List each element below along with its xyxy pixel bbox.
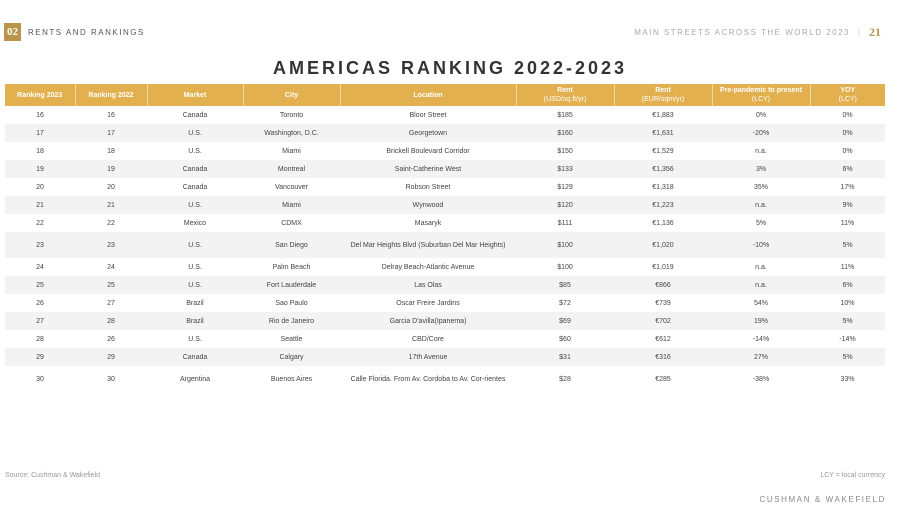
rank-2023-cell: 18 bbox=[36, 147, 44, 155]
rent-usd-cell: $60 bbox=[559, 335, 571, 343]
market-cell: Canada bbox=[147, 348, 243, 366]
pre-pandemic-change-cell: -38% bbox=[752, 375, 770, 383]
header-separator: | bbox=[858, 28, 861, 37]
rent-eur-cell: €1,136 bbox=[652, 219, 674, 227]
column-header bbox=[243, 84, 340, 106]
column-header-unit: (LCY) bbox=[751, 96, 771, 103]
section-number-badge: 02 bbox=[4, 23, 21, 41]
rank-2023-cell: 28 bbox=[36, 335, 44, 343]
source-note: Source: Cushman & Wakefield bbox=[5, 472, 101, 479]
market-cell: U.S. bbox=[147, 196, 243, 214]
rank-2023-cell: 22 bbox=[36, 219, 44, 227]
market-cell: Canada bbox=[182, 183, 208, 191]
column-header-label: City bbox=[284, 91, 299, 99]
rank-2023-cell: 24 bbox=[36, 263, 44, 271]
table-row bbox=[5, 294, 885, 312]
pre-pandemic-change-cell: n.a. bbox=[712, 276, 810, 294]
market-cell: U.S. bbox=[147, 232, 243, 258]
column-header-unit: (EUR/sqm/yr) bbox=[641, 96, 685, 103]
rank-2023-cell: 29 bbox=[5, 348, 75, 366]
rank-2022-cell: 20 bbox=[107, 183, 115, 191]
pre-pandemic-change-cell: -20% bbox=[712, 124, 810, 142]
pre-pandemic-change-cell: -10% bbox=[712, 232, 810, 258]
column-header bbox=[340, 84, 516, 106]
pre-pandemic-change-cell: 5% bbox=[755, 219, 767, 227]
rent-eur-cell: €1,631 bbox=[614, 124, 712, 142]
market-cell: Brazil bbox=[186, 299, 204, 307]
rent-usd-cell: $120 bbox=[516, 196, 614, 214]
column-header bbox=[147, 84, 243, 106]
rank-2023-cell: 30 bbox=[36, 375, 44, 383]
column-header-label: Rent bbox=[557, 87, 573, 94]
city-cell: Vancouver bbox=[275, 183, 308, 191]
table-row bbox=[5, 196, 885, 214]
market-cell: U.S. bbox=[147, 124, 243, 142]
pre-pandemic-change-cell: 35% bbox=[753, 183, 768, 191]
rank-2022-cell: 22 bbox=[107, 219, 115, 227]
yoy-change-cell: 0% bbox=[842, 147, 853, 155]
city-cell: Montreal bbox=[243, 160, 340, 178]
rent-usd-cell: $100 bbox=[516, 232, 614, 258]
lcy-note: LCY = local currency bbox=[820, 472, 885, 479]
rent-usd-cell: $100 bbox=[557, 263, 573, 271]
table-row bbox=[5, 258, 885, 276]
market-cell: Mexico bbox=[183, 219, 207, 227]
column-header-label: Market bbox=[183, 91, 207, 99]
pre-pandemic-change-cell: n.a. bbox=[755, 263, 767, 271]
rent-eur-cell: €285 bbox=[655, 375, 671, 383]
yoy-change-cell: 33% bbox=[840, 375, 855, 383]
column-header-label: Ranking 2023 bbox=[17, 91, 63, 99]
market-cell: U.S. bbox=[188, 335, 202, 343]
city-cell: Palm Beach bbox=[272, 263, 311, 271]
rank-2023-cell: 16 bbox=[36, 111, 44, 119]
column-header bbox=[712, 84, 810, 106]
yoy-change-cell: -14% bbox=[839, 335, 856, 343]
pre-pandemic-change-cell: n.a. bbox=[712, 196, 810, 214]
location-cell: Calle Florida. From Av. Cordoba to Av. Cor-rientes bbox=[350, 375, 506, 383]
location-cell: Georgetown bbox=[340, 124, 516, 142]
city-cell: Rio de Janeiro bbox=[243, 312, 340, 330]
city-cell: Miami bbox=[282, 147, 301, 155]
city-cell: Sao Paulo bbox=[275, 299, 308, 307]
city-cell: Calgary bbox=[243, 348, 340, 366]
location-cell: Oscar Freire Jardins bbox=[396, 299, 460, 307]
rank-2022-cell: 29 bbox=[75, 348, 147, 366]
column-header-unit: (LCY) bbox=[838, 96, 857, 103]
yoy-change-cell: 9% bbox=[810, 196, 885, 214]
rank-2022-cell: 18 bbox=[107, 147, 115, 155]
pre-pandemic-change-cell: 3% bbox=[712, 160, 810, 178]
column-header-label: Rent bbox=[655, 87, 671, 94]
report-title: MAIN STREETS ACROSS THE WORLD 2023 bbox=[634, 28, 850, 37]
rent-usd-cell: $72 bbox=[559, 299, 571, 307]
yoy-change-cell: 0% bbox=[842, 111, 853, 119]
market-cell: Canada bbox=[182, 111, 208, 119]
page-number: 21 bbox=[869, 25, 881, 39]
rent-eur-cell: €1,020 bbox=[614, 232, 712, 258]
rent-eur-cell: €1,529 bbox=[652, 147, 674, 155]
rank-2022-cell: 17 bbox=[75, 124, 147, 142]
rank-2022-cell: 26 bbox=[107, 335, 115, 343]
location-cell: Bloor Street bbox=[409, 111, 447, 119]
column-header-label: YOY bbox=[840, 87, 856, 94]
rent-eur-cell: €1,883 bbox=[652, 111, 674, 119]
rank-2022-cell: 16 bbox=[107, 111, 115, 119]
table-row bbox=[5, 178, 885, 196]
city-cell: CDMX bbox=[281, 219, 302, 227]
rent-usd-cell: $133 bbox=[516, 160, 614, 178]
rank-2022-cell: 24 bbox=[107, 263, 115, 271]
city-cell: Seattle bbox=[280, 335, 303, 343]
rent-eur-cell: €1,318 bbox=[652, 183, 674, 191]
pre-pandemic-change-cell: 54% bbox=[753, 299, 768, 307]
location-cell: Masaryk bbox=[414, 219, 442, 227]
rent-usd-cell: $129 bbox=[557, 183, 573, 191]
table-row bbox=[5, 160, 885, 178]
market-cell: Argentina bbox=[180, 375, 210, 383]
location-cell: Robson Street bbox=[405, 183, 451, 191]
rent-usd-cell: $28 bbox=[559, 375, 571, 383]
rent-eur-cell: €316 bbox=[614, 348, 712, 366]
rent-usd-cell: $85 bbox=[516, 276, 614, 294]
market-cell: Canada bbox=[147, 160, 243, 178]
rent-usd-cell: $31 bbox=[516, 348, 614, 366]
location-cell: 17th Avenue bbox=[340, 348, 516, 366]
rent-eur-cell: €702 bbox=[614, 312, 712, 330]
city-cell: Toronto bbox=[279, 111, 304, 119]
table-row bbox=[5, 366, 885, 392]
location-cell: Garcia D'avilla(Ipanema) bbox=[340, 312, 516, 330]
column-header bbox=[516, 84, 614, 106]
rent-eur-cell: €739 bbox=[655, 299, 671, 307]
rank-2022-cell: 19 bbox=[75, 160, 147, 178]
rent-usd-cell: $185 bbox=[557, 111, 573, 119]
column-header bbox=[614, 84, 712, 106]
city-cell: Miami bbox=[243, 196, 340, 214]
rent-eur-cell: €1,019 bbox=[652, 263, 674, 271]
rank-2022-cell: 23 bbox=[75, 232, 147, 258]
location-cell: Delray Beach-Atlantic Avenue bbox=[381, 263, 475, 271]
table-row bbox=[5, 330, 885, 348]
brand-footer: CUSHMAN & WAKEFIELD bbox=[759, 495, 886, 504]
rank-2023-cell: 19 bbox=[5, 160, 75, 178]
rank-2022-cell: 21 bbox=[75, 196, 147, 214]
table-row bbox=[5, 142, 885, 160]
market-cell: U.S. bbox=[188, 147, 202, 155]
rank-2022-cell: 27 bbox=[107, 299, 115, 307]
rent-eur-cell: €612 bbox=[655, 335, 671, 343]
location-cell: Saint-Catherine West bbox=[340, 160, 516, 178]
yoy-change-cell: 17% bbox=[840, 183, 855, 191]
rank-2022-cell: 25 bbox=[75, 276, 147, 294]
market-cell: U.S. bbox=[188, 263, 202, 271]
table-body bbox=[5, 106, 885, 392]
column-header bbox=[810, 84, 885, 106]
rank-2022-cell: 30 bbox=[107, 375, 115, 383]
pre-pandemic-change-cell: 27% bbox=[712, 348, 810, 366]
yoy-change-cell: 0% bbox=[810, 124, 885, 142]
rank-2023-cell: 17 bbox=[5, 124, 75, 142]
table-row bbox=[5, 312, 885, 330]
table-header-row bbox=[5, 84, 885, 106]
rank-2023-cell: 21 bbox=[5, 196, 75, 214]
city-cell: Fort Lauderdale bbox=[243, 276, 340, 294]
location-cell: CBD/Core bbox=[412, 335, 444, 343]
pre-pandemic-change-cell: 19% bbox=[712, 312, 810, 330]
yoy-change-cell: 11% bbox=[840, 263, 855, 271]
rank-2023-cell: 26 bbox=[36, 299, 44, 307]
rent-usd-cell: $69 bbox=[516, 312, 614, 330]
rank-2023-cell: 23 bbox=[5, 232, 75, 258]
page-title: AMERICAS RANKING 2022-2023 bbox=[272, 58, 628, 78]
location-cell: Las Olas bbox=[340, 276, 516, 294]
table-row bbox=[5, 276, 885, 294]
rank-2023-cell: 25 bbox=[5, 276, 75, 294]
rank-2023-cell: 20 bbox=[36, 183, 44, 191]
location-cell: Wynwood bbox=[340, 196, 516, 214]
yoy-change-cell: 5% bbox=[810, 312, 885, 330]
pre-pandemic-change-cell: -14% bbox=[752, 335, 770, 343]
yoy-change-cell: 10% bbox=[840, 299, 855, 307]
market-cell: U.S. bbox=[147, 276, 243, 294]
market-cell: Brazil bbox=[147, 312, 243, 330]
city-cell: Buenos Aires bbox=[270, 375, 313, 383]
location-cell: Del Mar Heights Blvd (Suburban Del Mar Heights) bbox=[340, 232, 516, 258]
table-row bbox=[5, 214, 885, 232]
section-title: RENTS AND RANKINGS bbox=[28, 28, 145, 37]
city-cell: San Diego bbox=[243, 232, 340, 258]
column-header bbox=[5, 84, 75, 106]
rent-usd-cell: $150 bbox=[557, 147, 573, 155]
yoy-change-cell: 5% bbox=[810, 232, 885, 258]
pre-pandemic-change-cell: 0% bbox=[755, 111, 767, 119]
table-row bbox=[5, 348, 885, 366]
rank-2022-cell: 28 bbox=[75, 312, 147, 330]
column-header-label: Ranking 2022 bbox=[88, 91, 134, 99]
rent-eur-cell: €1,356 bbox=[614, 160, 712, 178]
rent-eur-cell: €1,223 bbox=[614, 196, 712, 214]
rent-usd-cell: $111 bbox=[557, 219, 573, 227]
rent-eur-cell: €866 bbox=[614, 276, 712, 294]
column-header-unit: (USD/sq.ft/yr) bbox=[543, 96, 587, 103]
yoy-change-cell: 6% bbox=[810, 276, 885, 294]
yoy-change-cell: 6% bbox=[810, 160, 885, 178]
yoy-change-cell: 11% bbox=[840, 219, 855, 227]
table-row bbox=[5, 232, 885, 258]
location-cell: Brickell Boulevard Corridor bbox=[386, 147, 470, 155]
rank-2023-cell: 27 bbox=[5, 312, 75, 330]
americas-ranking-table bbox=[5, 84, 885, 392]
column-header-label: Pre-pandemic to present bbox=[719, 87, 803, 94]
column-header-label: Location bbox=[413, 91, 443, 99]
rent-usd-cell: $160 bbox=[516, 124, 614, 142]
table-row bbox=[5, 124, 885, 142]
yoy-change-cell: 5% bbox=[810, 348, 885, 366]
city-cell: Washington, D.C. bbox=[243, 124, 340, 142]
table-row bbox=[5, 106, 885, 124]
pre-pandemic-change-cell: n.a. bbox=[755, 147, 767, 155]
column-header bbox=[75, 84, 147, 106]
